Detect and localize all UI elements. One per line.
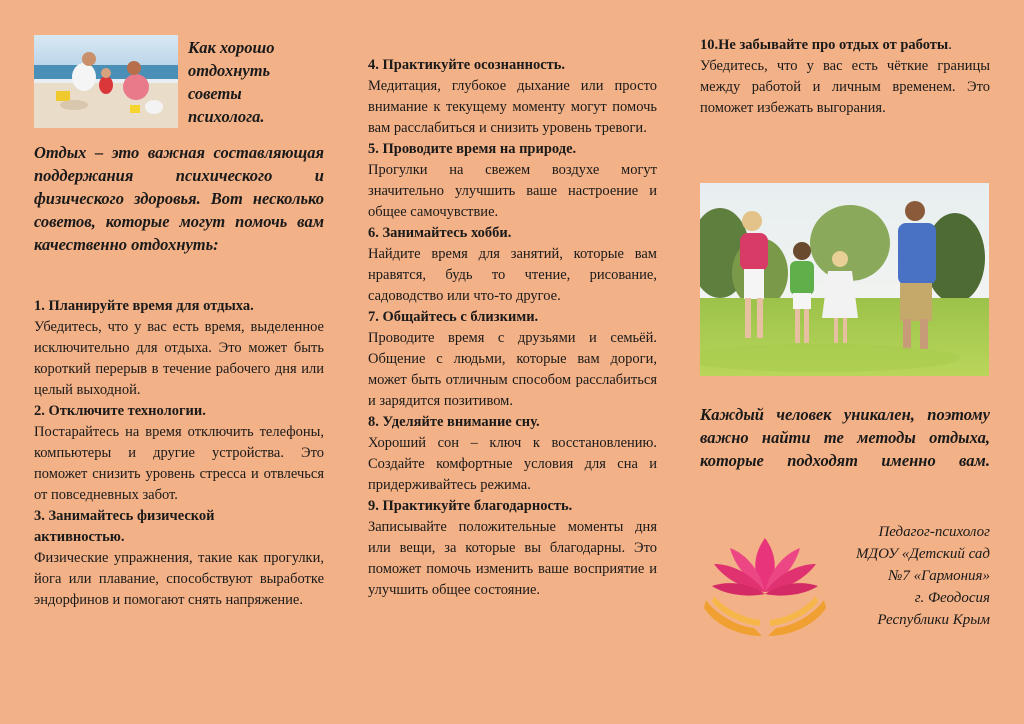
tip-text: Физические упражнения, такие как прогулки, йога или плавание, способствуют выработке эндорфинов и помогают снять напряжение. [34, 550, 324, 608]
left-column [34, 0, 324, 724]
brochure-title [188, 36, 328, 128]
title-line: отдохнуть [188, 61, 271, 80]
tip-title: 3. Занимайтесь физической активностью. [34, 508, 215, 545]
credit-line: МДОУ «Детский сад [856, 546, 990, 562]
tip-title: 7. Общайтесь с близкими. [368, 309, 539, 325]
tip-text: Убедитесь, что у вас есть чёткие границы между работой и личным временем. Это поможет избежать выгорания. [700, 58, 990, 116]
tips-1-3 [34, 296, 324, 611]
tip-title-text: 10.Не забывайте про отдых от работы [700, 37, 949, 53]
tip-title: 4. Практикуйте осознанность. [368, 57, 566, 73]
tip-text: Найдите время для занятий, которые вам нравятся, будь то чтение, рисование, садоводство или что-то другое. [368, 246, 657, 304]
tip-text: Записывайте положительные моменты дня или вещи, за которые вы благодарны. Это поможет помочь изменить ваше восприятие и улучшить общее состояние. [368, 519, 657, 598]
middle-column [368, 0, 657, 724]
author-credit [810, 521, 990, 631]
family-running-photo [700, 183, 989, 376]
tip-title: 8. Уделяйте внимание сну. [368, 414, 540, 430]
tip-title-dot: . [948, 37, 952, 53]
tip-text: Убедитесь, что у вас есть время, выделенное исключительно для отдыха. Это может быть короткий перерыв в течение рабочего дня или целый выходной. [34, 319, 324, 398]
tip-title [700, 35, 990, 56]
credit-line: №7 «Гармония» [888, 568, 990, 584]
tip-title: 6. Занимайтесь хобби. [368, 225, 512, 241]
tip-text: Прогулки на свежем воздухе могут значительно улучшить ваше настроение и общее самочувствие. [368, 162, 657, 220]
tip-text: Медитация, глубокое дыхание или просто внимание к текущему моменту могут помочь вам расслабиться и снизить уровень тревоги. [368, 78, 657, 136]
tip-10 [700, 35, 990, 119]
right-column [700, 0, 990, 724]
tip-title: 5. Проводите время на природе. [368, 141, 577, 157]
title-line: психолога. [188, 107, 265, 126]
tip-text: Хороший сон – ключ к восстановлению. Создайте комфортные условия для сна и придерживайтесь режима. [368, 435, 657, 493]
tip-text: Постарайтесь на время отключить телефоны, компьютеры и другие устройства. Это поможет снизить уровень стресса и отвлечься от повседневных забот. [34, 424, 324, 503]
tip-title: 2. Отключите технологии. [34, 403, 206, 419]
closing-message: Каждый человек уникален, поэтому важно найти те методы отдыха, которые подходят именно вам. [700, 405, 990, 470]
intro-paragraph: Отдых – это важная составляющая поддержания психического и физического здоровья. Вот несколько советов, которые могут помочь вам качественно отдохнуть: [34, 143, 324, 254]
tip-title: 9. Практикуйте благодарность. [368, 498, 573, 514]
credit-line: Республики Крым [877, 612, 990, 628]
title-line: Как хорошо [188, 38, 275, 57]
title-line: советы [188, 84, 242, 103]
credit-line: г. Феодосия [914, 590, 990, 606]
tip-text: Проводите время с друзьями и семьёй. Общение с людьми, которые вам дороги, может быть отличным способом расслабиться и зарядится позитивом. [368, 330, 657, 409]
tips-4-9 [368, 55, 657, 601]
beach-family-photo [34, 35, 178, 128]
tip-title: 1. Планируйте время для отдыха. [34, 298, 254, 314]
credit-line: Педагог-психолог [878, 524, 990, 540]
